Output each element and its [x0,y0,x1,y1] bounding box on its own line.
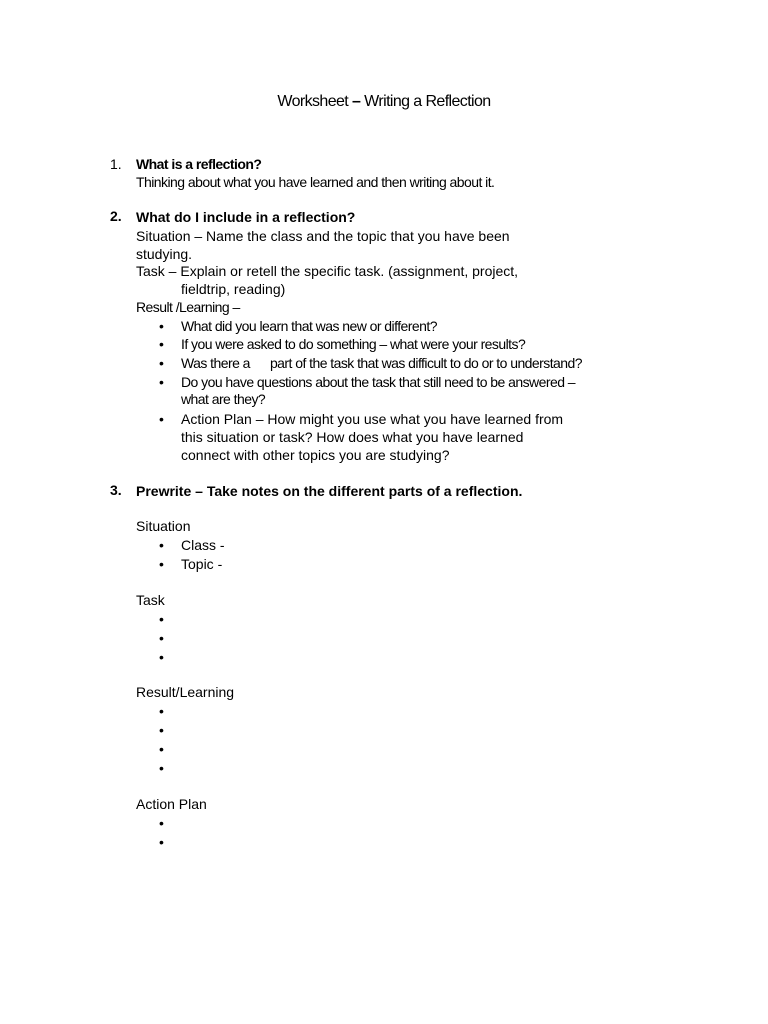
bullet-icon: • [159,815,164,831]
q2-bullet-action-plan-cont2: connect with other topics you are studying? [181,447,450,463]
q2-result-label: Result /Learning – [136,299,240,315]
q2-bullet-results: If you were asked to do something – what were your results? [181,336,526,352]
q2-task-line2: fieldtrip, reading) [181,281,286,297]
q2-situation-line2: studying. [136,246,193,262]
bullet-icon: • [159,374,164,390]
title-dash: – [352,93,361,110]
q3-situation-class: Class - [181,537,225,553]
q1-answer: Thinking about what you have learned and then writing about it. [136,174,495,190]
q3-situation-topic: Topic - [181,556,223,572]
q3-task-label: Task [136,592,165,608]
bullet-icon: • [159,411,164,427]
bullet-icon: • [159,834,164,850]
q2-bullet-difficult: Was there a part of the task that was difficult to do or to understand? [181,355,582,371]
bullet-icon: • [159,336,164,352]
q3-action-plan-label: Action Plan [136,796,207,812]
page-title [0,93,768,111]
q1-heading: What is a reflection? [136,156,262,172]
q2-bullet-questions: Do you have questions about the task that still need to be answered – [181,374,576,390]
bullet-icon: • [159,355,164,371]
bullet-icon: • [159,649,164,665]
q3-situation-label: Situation [136,518,191,534]
q2-bullet-new: What did you learn that was new or different? [181,318,437,334]
q2-number: 2. [110,208,122,224]
q3-result-label: Result/Learning [136,684,235,700]
q3-number: 3. [110,482,122,498]
title-prefix: Worksheet [277,93,353,110]
q3-heading: Prewrite – Take notes on the different parts of a reflection. [136,483,523,499]
q2-bullet-action-plan: Action Plan – How might you use what you have learned from [181,411,564,427]
q1-number: 1. [110,156,122,172]
bullet-icon: • [159,537,164,553]
bullet-icon: • [159,703,164,719]
bullet-icon: • [159,760,164,776]
bullet-icon: • [159,556,164,572]
title-suffix: Writing a Reflection [360,93,491,110]
bullet-icon: • [159,741,164,757]
bullet-icon: • [159,722,164,738]
q2-bullet-action-plan-cont1: this situation or task? How does what you have learned [181,429,524,445]
bullet-icon: • [159,318,164,334]
q2-situation-line1: Situation – Name the class and the topic that you have been [136,228,510,244]
bullet-icon: • [159,630,164,646]
q2-heading: What do I include in a reflection? [136,209,356,225]
bullet-icon: • [159,611,164,627]
q2-bullet-questions-cont: what are they? [181,391,266,407]
q2-task-line1: Task – Explain or retell the specific task. (assignment, project, [136,263,519,279]
